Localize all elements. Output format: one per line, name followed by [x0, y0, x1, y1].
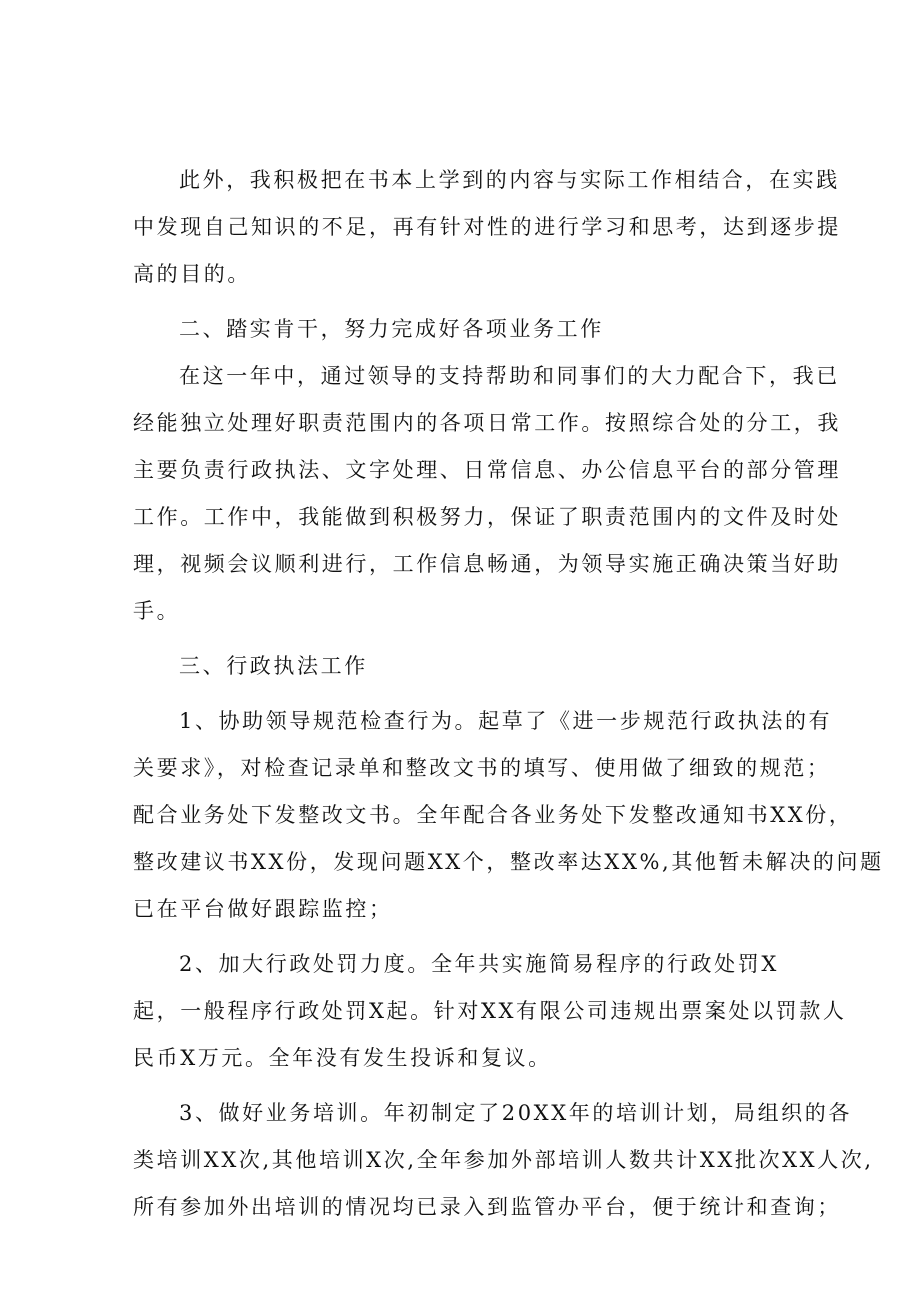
paragraph-business-training: [133, 1090, 874, 1231]
text-line: 2、加大行政处罚力度。全年共实施简易程序的行政处罚X: [179, 952, 779, 976]
text-line: 民币X万元。全年没有发生投诉和复议。: [133, 1046, 552, 1070]
text-line: 3、做好业务培训。年初制定了20XX年的培训计划，局组织的各: [179, 1101, 852, 1125]
text-line: 类培训XX次,其他培训X次,全年参加外部培训人数共计XX批次XX人次,: [133, 1148, 874, 1172]
text-line: 主要负责行政执法、文字处理、日常信息、办公信息平台的部分管理: [133, 458, 841, 482]
text-line: 关要求》，对检查记录单和整改文书的填写、使用做了细致的规范；: [133, 756, 831, 780]
document-body: [133, 157, 884, 1231]
text-line: 已在平台做好跟踪监控；: [133, 897, 393, 921]
paragraph-integration-practice: [133, 157, 841, 298]
text-line: 高的目的。: [133, 262, 251, 286]
text-line: 起，一般程序行政处罚X起。针对XX有限公司违规出票案处以罚款人: [133, 999, 847, 1023]
text-line: 工作。工作中，我能做到积极努力，保证了职责范围内的文件及时处: [133, 505, 841, 529]
text-line: 所有参加外出培训的情况均已录入到监管办平台，便于统计和查询；: [133, 1195, 841, 1219]
paragraph-administrative-penalty: [133, 941, 847, 1082]
text-line: 中发现自己知识的不足，再有针对性的进行学习和思考，达到逐步提: [133, 215, 841, 239]
section-heading-law-enforcement: [133, 643, 788, 690]
text-line: 手。: [133, 599, 181, 623]
text-line: 配合业务处下发整改文书。全年配合各业务处下发整改通知书XX份，: [133, 803, 853, 827]
heading-line: 二、踏实肯干，努力完成好各项业务工作: [179, 317, 604, 341]
text-line: 1、协助领导规范检查行为。起草了《进一步规范行政执法的有: [179, 709, 833, 733]
text-line: 此外，我积极把在书本上学到的内容与实际工作相结合，在实践: [179, 168, 840, 192]
heading-line: 三、行政执法工作: [179, 654, 368, 678]
section-heading-business-work: [133, 306, 788, 353]
paragraph-inspection-standards: [133, 698, 884, 933]
text-line: 理，视频会议顺利进行，工作信息畅通，为领导实施正确决策当好助: [133, 552, 841, 576]
text-line: 整改建议书XX份，发现问题XX个，整改率达XX%,其他暂未解决的问题: [133, 850, 884, 874]
paragraph-daily-work: [133, 353, 841, 635]
text-line: 经能独立处理好职责范围内的各项日常工作。按照综合处的分工，我: [133, 411, 841, 435]
text-line: 在这一年中，通过领导的支持帮助和同事们的大力配合下，我已: [179, 364, 840, 388]
